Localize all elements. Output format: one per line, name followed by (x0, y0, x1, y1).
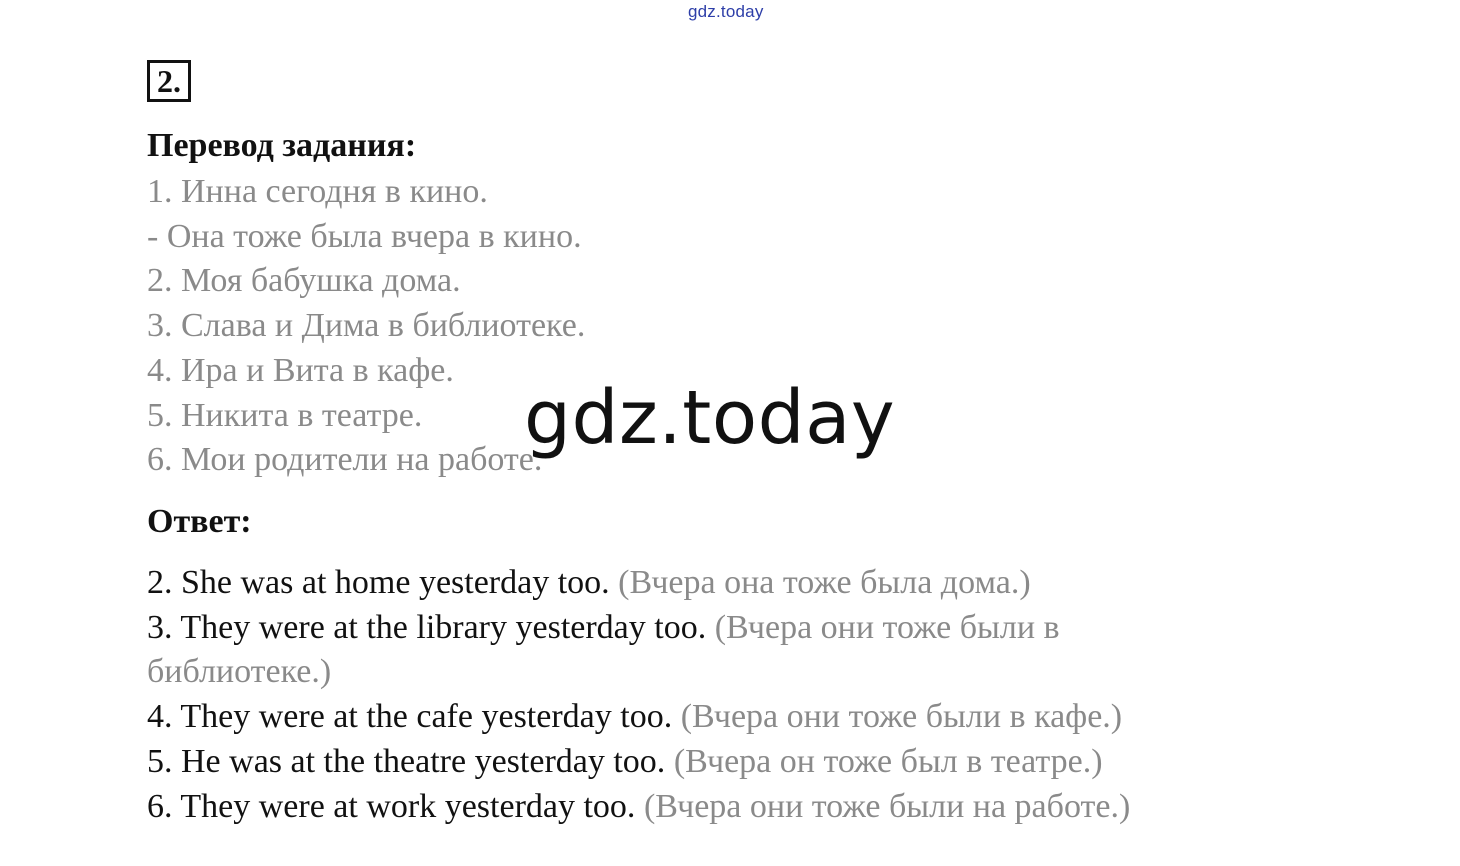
answer-item (147, 606, 1347, 651)
translation-line: 5. Никита в театре. (147, 396, 423, 434)
answer-item (147, 785, 1347, 830)
translation-line: 2. Моя бабушка дома. (147, 262, 461, 300)
answer-item (147, 695, 1347, 740)
answer-russian: (Вчера они тоже были на работе.) (643, 787, 1131, 825)
answer-russian: библиотеке.) (147, 653, 332, 691)
answer-item (147, 561, 1347, 606)
answer-russian: (Вчера он тоже был в театре.) (673, 742, 1103, 780)
translation-line: - Она тоже была вчера в кино. (147, 217, 582, 255)
answer-list (147, 561, 1347, 829)
answer-english: 6. They were at work yesterday too. (147, 787, 636, 825)
translation-line: 3. Слава и Дима в библиотеке. (147, 307, 586, 345)
site-watermark-large: gdz.today (524, 375, 896, 461)
answer-russian: (Вчера они тоже были в (714, 608, 1060, 646)
answer-item (147, 740, 1347, 785)
answer-english: 2. She was at home yesterday too. (147, 564, 610, 601)
translation-line: 1. Инна сегодня в кино. (147, 173, 488, 210)
answer-russian: (Вчера она тоже была дома.) (618, 564, 1031, 601)
answer-russian: (Вчера они тоже были в кафе.) (680, 698, 1123, 736)
answer-english: 3. They were at the library yesterday too. (147, 608, 707, 646)
translation-list (147, 170, 585, 483)
site-watermark-small: gdz.today (688, 2, 764, 21)
answer-heading: Ответ: (147, 503, 252, 540)
answer-english: 5. He was at the theatre yesterday too. (147, 742, 666, 780)
translation-line: 6. Мои родители на работе. (147, 441, 543, 479)
translation-heading: Перевод задания: (147, 127, 417, 164)
answer-english: 4. They were at the cafe yesterday too. (147, 698, 673, 736)
translation-line: 4. Ира и Вита в кафе. (147, 351, 454, 389)
answer-item-continuation (147, 650, 1347, 695)
task-number: 2. (147, 60, 191, 102)
